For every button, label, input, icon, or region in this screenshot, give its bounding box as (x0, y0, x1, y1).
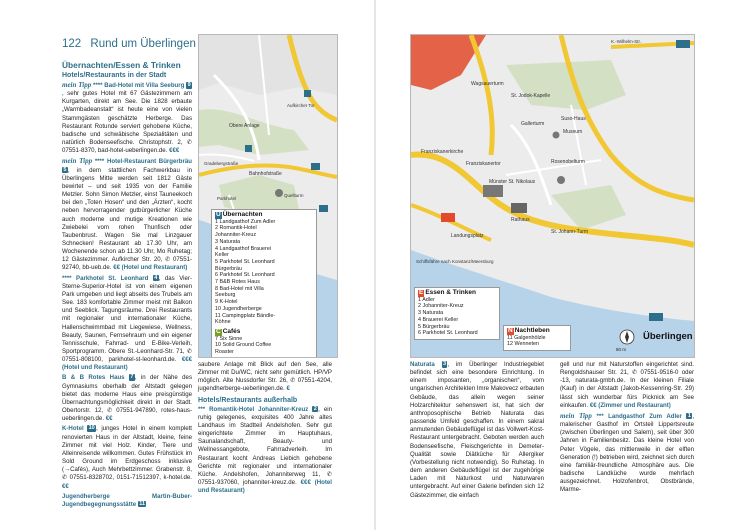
map-left (198, 34, 338, 358)
entry-rotes-haus: B & B Rotes Haus 7, in der Nähe des Gymnasiums oberhalb der Altstadt gelegen bietet das moderne Haus eine preisgünstige Übernachtungsmöglichkeit direkt in der Stadt. Obertorstr. 12, ✆ 07551-947890, rotes-haus-ueberlingen.de. €€ (62, 374, 192, 423)
price-label: € (286, 385, 290, 393)
subsection-title: Hotels/Restaurants in der Stadt (62, 72, 167, 79)
entry-name: B & B Rotes Haus (62, 374, 125, 382)
legend-item: 4 Landgasthof Brauerei (215, 245, 272, 252)
map-number-badge: 7 (130, 374, 134, 381)
map-label: St. Johann-Turm (551, 229, 589, 235)
legend-item: Johanniter-Kreuz (215, 232, 257, 239)
map-number-badge: 4 (154, 274, 158, 281)
entry-naturata: Naturata 3, im Überlinger Industriegebiet befindet sich eine besondere Einrichtung. In einem imposanten, „organischen“, vom ungarischen Architekten Imre Makovecz erbauten Gebäude, das allein wegen seiner Holzarchitektur sehenswert ist, hat sich der anthroposophische Betrieb Naturata das passende Umfeld geschaffen. In einem sakral anmutenden Gebäudeflügel ist das Vollwert-Kost-Restaurant untergebracht. Geboten werden auch Bodenseefische, Fleischgerichte in Demeter-Qualität sowie Diätküche für Allergiker (Vorbestellung nicht notwendig). So Ruhetag. In dem anderen Gebäudeflügel ist der zugehörige Laden mit Naturkost und Naturwaren untergebracht. Auf einer Galerie befinden sich 12 Gästezimmer, die einfach (410, 361, 544, 499)
legend-list (507, 335, 567, 348)
legend-item: Roaster (215, 349, 234, 356)
map-label: Parkhotel (217, 196, 237, 201)
text-column-2 (198, 361, 332, 497)
price-label: €€€ (Hotel und Restaurant) (198, 479, 332, 495)
entry-buergerbraeu: mein Tipp **** Hotel-Restaurant Bürgerbräu 5, in dem stattlichen Fachwerkbau in Überlingens Mitte werden seit 1812 Gäste bewirtet – und seit 1935 von der Familie Metzler. Sohn Simon Metzler, einst Tauneekoch bei den „Toten Hosen“ und den „Ärzten“, kocht neben hervorragender gutbürgerlicher Küche auch moderne und mutige Kreationen wie Zwiebelei vom rohen Thunfisch oder Taubenbrust. Wagen Sie mal Linzgauer Schnecken! Restaurant ab 17.30 Uhr, am Wochenende schon ab 11.30 Uhr, Mo Ruhetag; 12 Gästezimmer. Aufkircher Str. 20, ✆ 07551-92740, bb-ueb.de. €€ (Hotel und Restaurant) (62, 157, 192, 272)
map-label: Obere Anlage (229, 123, 260, 129)
map-number-badge: 3 (442, 361, 446, 367)
map-label: Gallerturm (521, 121, 545, 127)
price-label: €€€ (169, 147, 180, 155)
entry-jugendherberge (62, 493, 192, 509)
text-column-3 (410, 361, 544, 502)
map-legend-uebernachten: Ü Übernachten 1 Landgasthof Zum Adler 2 Romantik-Hotel Johanniter-Kreuz 3 Naturata 4 Landgasthof Brauerei Keller 5 Parkhotel St. Leonhard Bürgerbräu 6 Parkhotel St. Leonhard 7 B&B Rotes Haus 8 Bad-Hotel mit Villa Seeburg 9 K-Hotel 10 Jugendherberge 11 Campingplatz Bändle- Köhne C Cafés 7 Six Sinne 10 Solid Ground Coffee Roaster (211, 209, 317, 358)
map-label: Quellturm (284, 193, 304, 198)
map-right (410, 34, 695, 358)
map-number-badge: 9 (187, 82, 191, 88)
entry-name: Romantik-Hotel Johanniter-Kreuz (209, 405, 309, 413)
legend-list (215, 219, 313, 326)
subsection-title: Hotels/Restaurants außerhalb (198, 396, 298, 404)
price-label: €€ (62, 482, 69, 490)
map-label: Gradebergstraße (204, 161, 239, 166)
entry-bad-hotel: mein Tipp **** Bad-Hotel mit Villa Seeburg 9, sehr gutes Hotel mit 67 Gästezimmern am Kurgarten, direkt am See. Die 1828 erbaute „Warmbadeanstalt“ ist heute eine von vielen Stammgästen geschätzte Herberge. Das Restaurant Rotunde serviert gehobene Küche, badische und schwäbische Spezialitäten und natürlich Bodenseefische. Christophstr. 2, ✆ 07551-8370, bad-hotel-ueberlingen.de. €€€ (62, 81, 192, 155)
legend-item: 10 Solid Ground Coffee (215, 342, 272, 349)
entry-johanniter-kreuz: *** Romantik-Hotel Johanniter-Kreuz 2, ein ruhig gelegenes, exquisites 400 Jahre altes Landhaus im Stadtteil Andelshofen. Sehr gut eingerichtete Zimmer im Hauptuhaus, Saunalandschaft, Beauty- und Wellnessangebote, Fahrradverleih. Im Restaurant kocht Andreas Liebich gehobene Gerichte mit regionaler und internationaler Küche. Andelshofen, Johanniterweg 11, ✆ 07551-937060, johanniter-kreuz.de. €€€ (Hotel und Restaurant) (198, 405, 332, 495)
legend-item: 8 Bad-Hotel mit Villa (215, 285, 264, 292)
map-label: Landungsplatz (451, 233, 484, 239)
entry-parkhotel: **** Parkhotel St. Leonhard 4, das Vier-Sterne-Superior-Hotel ist von einem eigenen Park umgeben und liegt abseits des Trubels am See. 183 komfortable Zimmer meist mit Balkon und Seeblick. Tagungsräume. Drei Restaurants mit regionaler und internationaler Küche, Hallenschwimmbad mit Liegewiese, Wellness, Beauty, Saunen, Fernsehraum und ein eigener Tennisschule, Fahrrad- und E-Bike-Verleih, Sportprogramm. Obere St.-Leonhard-Str. 71, ✆ 07551-808100, parkhotel-st-leonhard.de. €€€ (Hotel und Restaurant) (62, 274, 192, 372)
map-number-badge: 5 (63, 166, 67, 173)
map-label: Museum (563, 129, 583, 135)
price-label: €€ (105, 415, 113, 423)
running-head-title: Rund um Überlingen (90, 38, 196, 50)
legend-item: 7 Six Sinne (215, 335, 243, 342)
mein-tipp-label: mein Tipp (62, 81, 92, 89)
map-label: Bahnhofstraße (249, 171, 282, 177)
map-label: Wagsauerturm (471, 81, 504, 87)
book-gutter (374, 0, 376, 530)
entry-name: Parkhotel St. Leonhard (76, 274, 149, 282)
legend-list (418, 297, 496, 337)
entry-name: Bad-Hotel mit Villa Seeburg (104, 82, 185, 89)
legend-item: 12 Wenneten (507, 341, 539, 348)
entry-k-hotel: K-Hotel 10, junges Hotel in einem komplett renovierten Haus in der Altstadt, kleine, feine Zimmer mit viel Holz. Kinder, Tiere und Alleinreisende willkommen. Gutes Frühstück im Sold Ground im Erdgeschoss inklusive (→Cafés), Auch Mehrbettzimmer. Grabenstr. 8, ✆ 07551-8328702, 0151-71512397, k-hotel.de. €€ (62, 425, 192, 490)
legend-item: 9 K-Hotel (215, 299, 238, 306)
legend-item: 11 Campingplatz Bändle- (215, 312, 276, 319)
entry-name: Naturata (410, 361, 435, 368)
section-title: Übernachten/Essen & Trinken (62, 60, 181, 70)
entry-zum-adler: mein Tipp *** Landgasthof Zum Adler 1, malerischer Gasthof im Ortsteil Lippertsreute (zwischen Überlingen und Salem), seit über 300 Jahren in Familienbesitz. Das kleine Hotel von Peter Vögele, das mittlerweile in der elften Generation (!) betrieben wird, zeichnet sich durch eine familiär-freundliche Atmosphäre aus. Die badische Landküche wurde mehrfach ausgezeichnet. Holzofenbrot, Obstbrände, Marme- (560, 411, 695, 494)
price-label: €€ (Hotel und Restaurant) (113, 264, 188, 272)
entry-naturata-cont: gell und nur mit Naturstoffen eingerichtet sind. Rengoldshauser Str. 21, ✆ 07551-9516-0 oder -13, naturata-gmbh.de. In der kleinen Filiale (Kauf) in der Altstadt (Jakob-Kessenring-Str. 29) lässt sich wunderbar fürs Picknick am See einkaufen. €€ (Zimmer und Restaurant) (560, 361, 694, 409)
map-number-badge: 1 (687, 412, 691, 419)
map-title: Überlingen (643, 331, 693, 342)
price-label: €€€ (Hotel und Restaurant) (62, 356, 192, 372)
map-label: Franziskanertor (466, 161, 501, 167)
mein-tipp-label: mein Tipp (62, 157, 93, 166)
map-legend-essen: E Essen & Trinken 1 Adler 2 Johanniter-Kreuz 3 Naturata 4 Brauerei Keller 5 Bürgerbräu 6 Parkhotel St. Leonhard (414, 287, 500, 340)
map-label: Suso-Haus (561, 116, 586, 122)
map-label: K.-Wilhelm-Str. (611, 39, 642, 44)
legend-list (215, 336, 313, 356)
page-number: 122 (62, 38, 82, 50)
mein-tipp-label: mein Tipp (560, 411, 592, 420)
legend-item: 2 Johanniter-Kreuz (418, 303, 464, 310)
entry-name: Jugendherberge Martin-Buber-Jugendbegegnungsstätte (62, 492, 192, 508)
map-scale: 80 m (616, 347, 627, 352)
legend-item: Köhne (215, 319, 231, 326)
legend-item: 3 Naturata (418, 310, 444, 317)
legend-item: 5 Parkhotel St. Leonhard (215, 258, 275, 265)
map-label: Rosenobelturm (551, 159, 585, 165)
legend-item: 1 Landgasthof Zum Adler (215, 218, 276, 225)
legend-item: 2 Romantik-Hotel (215, 225, 257, 232)
legend-item: 1 Adler (418, 296, 435, 303)
entry-jugendherberge-cont: saubere Anlage mit Blick auf den See, alle Zimmer mit Du/WC, nicht sehr gemütlich. HP/VP möglich. Alte Nussdorfer Str. 26, ✆ 07551-4204, jugendherberge-ueberlingen.de. € (198, 361, 332, 393)
legend-item: Keller (215, 252, 229, 259)
entry-name: K-Hotel (62, 425, 84, 433)
legend-item: 7 B&B Rotes Haus (215, 279, 260, 286)
map-label: Schiffsfähre nach Konstanz/Meersburg (416, 259, 494, 264)
legend-item: 6 Parkhotel St. Leonhard (418, 330, 478, 337)
entry-name: Hotel-Restaurant Bürgerbräu (107, 158, 192, 166)
legend-item: Bürgerbräu (215, 265, 242, 272)
map-number-badge: 10 (88, 425, 95, 432)
legend-item: Seeburg (215, 292, 236, 299)
map-label: Franziskanerkirche (421, 149, 464, 155)
map-label: Aufkircher Tor (287, 103, 315, 108)
legend-item: 3 Naturata (215, 238, 241, 245)
map-label: St. Jodok-Kapelle (511, 93, 551, 99)
entry-name: Landgasthof Zum Adler (608, 412, 682, 420)
price-label: €€ (Zimmer und Restaurant) (589, 401, 671, 409)
running-head (62, 38, 196, 50)
map-label: Münster St. Nikolaus (489, 179, 536, 185)
legend-item: 5 Bürgerbräu (418, 323, 450, 330)
legend-item: 10 Jugendherberge (215, 305, 262, 312)
legend-item: 4 Brauerei Keller (418, 316, 459, 323)
map-label: Rathaus (511, 217, 530, 223)
legend-item: 11 Galgenhölzle (507, 334, 546, 341)
map-number-badge: 11 (139, 500, 146, 507)
text-column-1 (62, 60, 192, 511)
map-legend-nachtleben: N Nachtleben 11 Galgenhölzle 12 Wenneten (503, 325, 571, 351)
text-column-4 (560, 361, 694, 497)
legend-item: 6 Parkhotel St. Leonhard (215, 272, 275, 279)
map-number-badge: 2 (313, 405, 317, 412)
